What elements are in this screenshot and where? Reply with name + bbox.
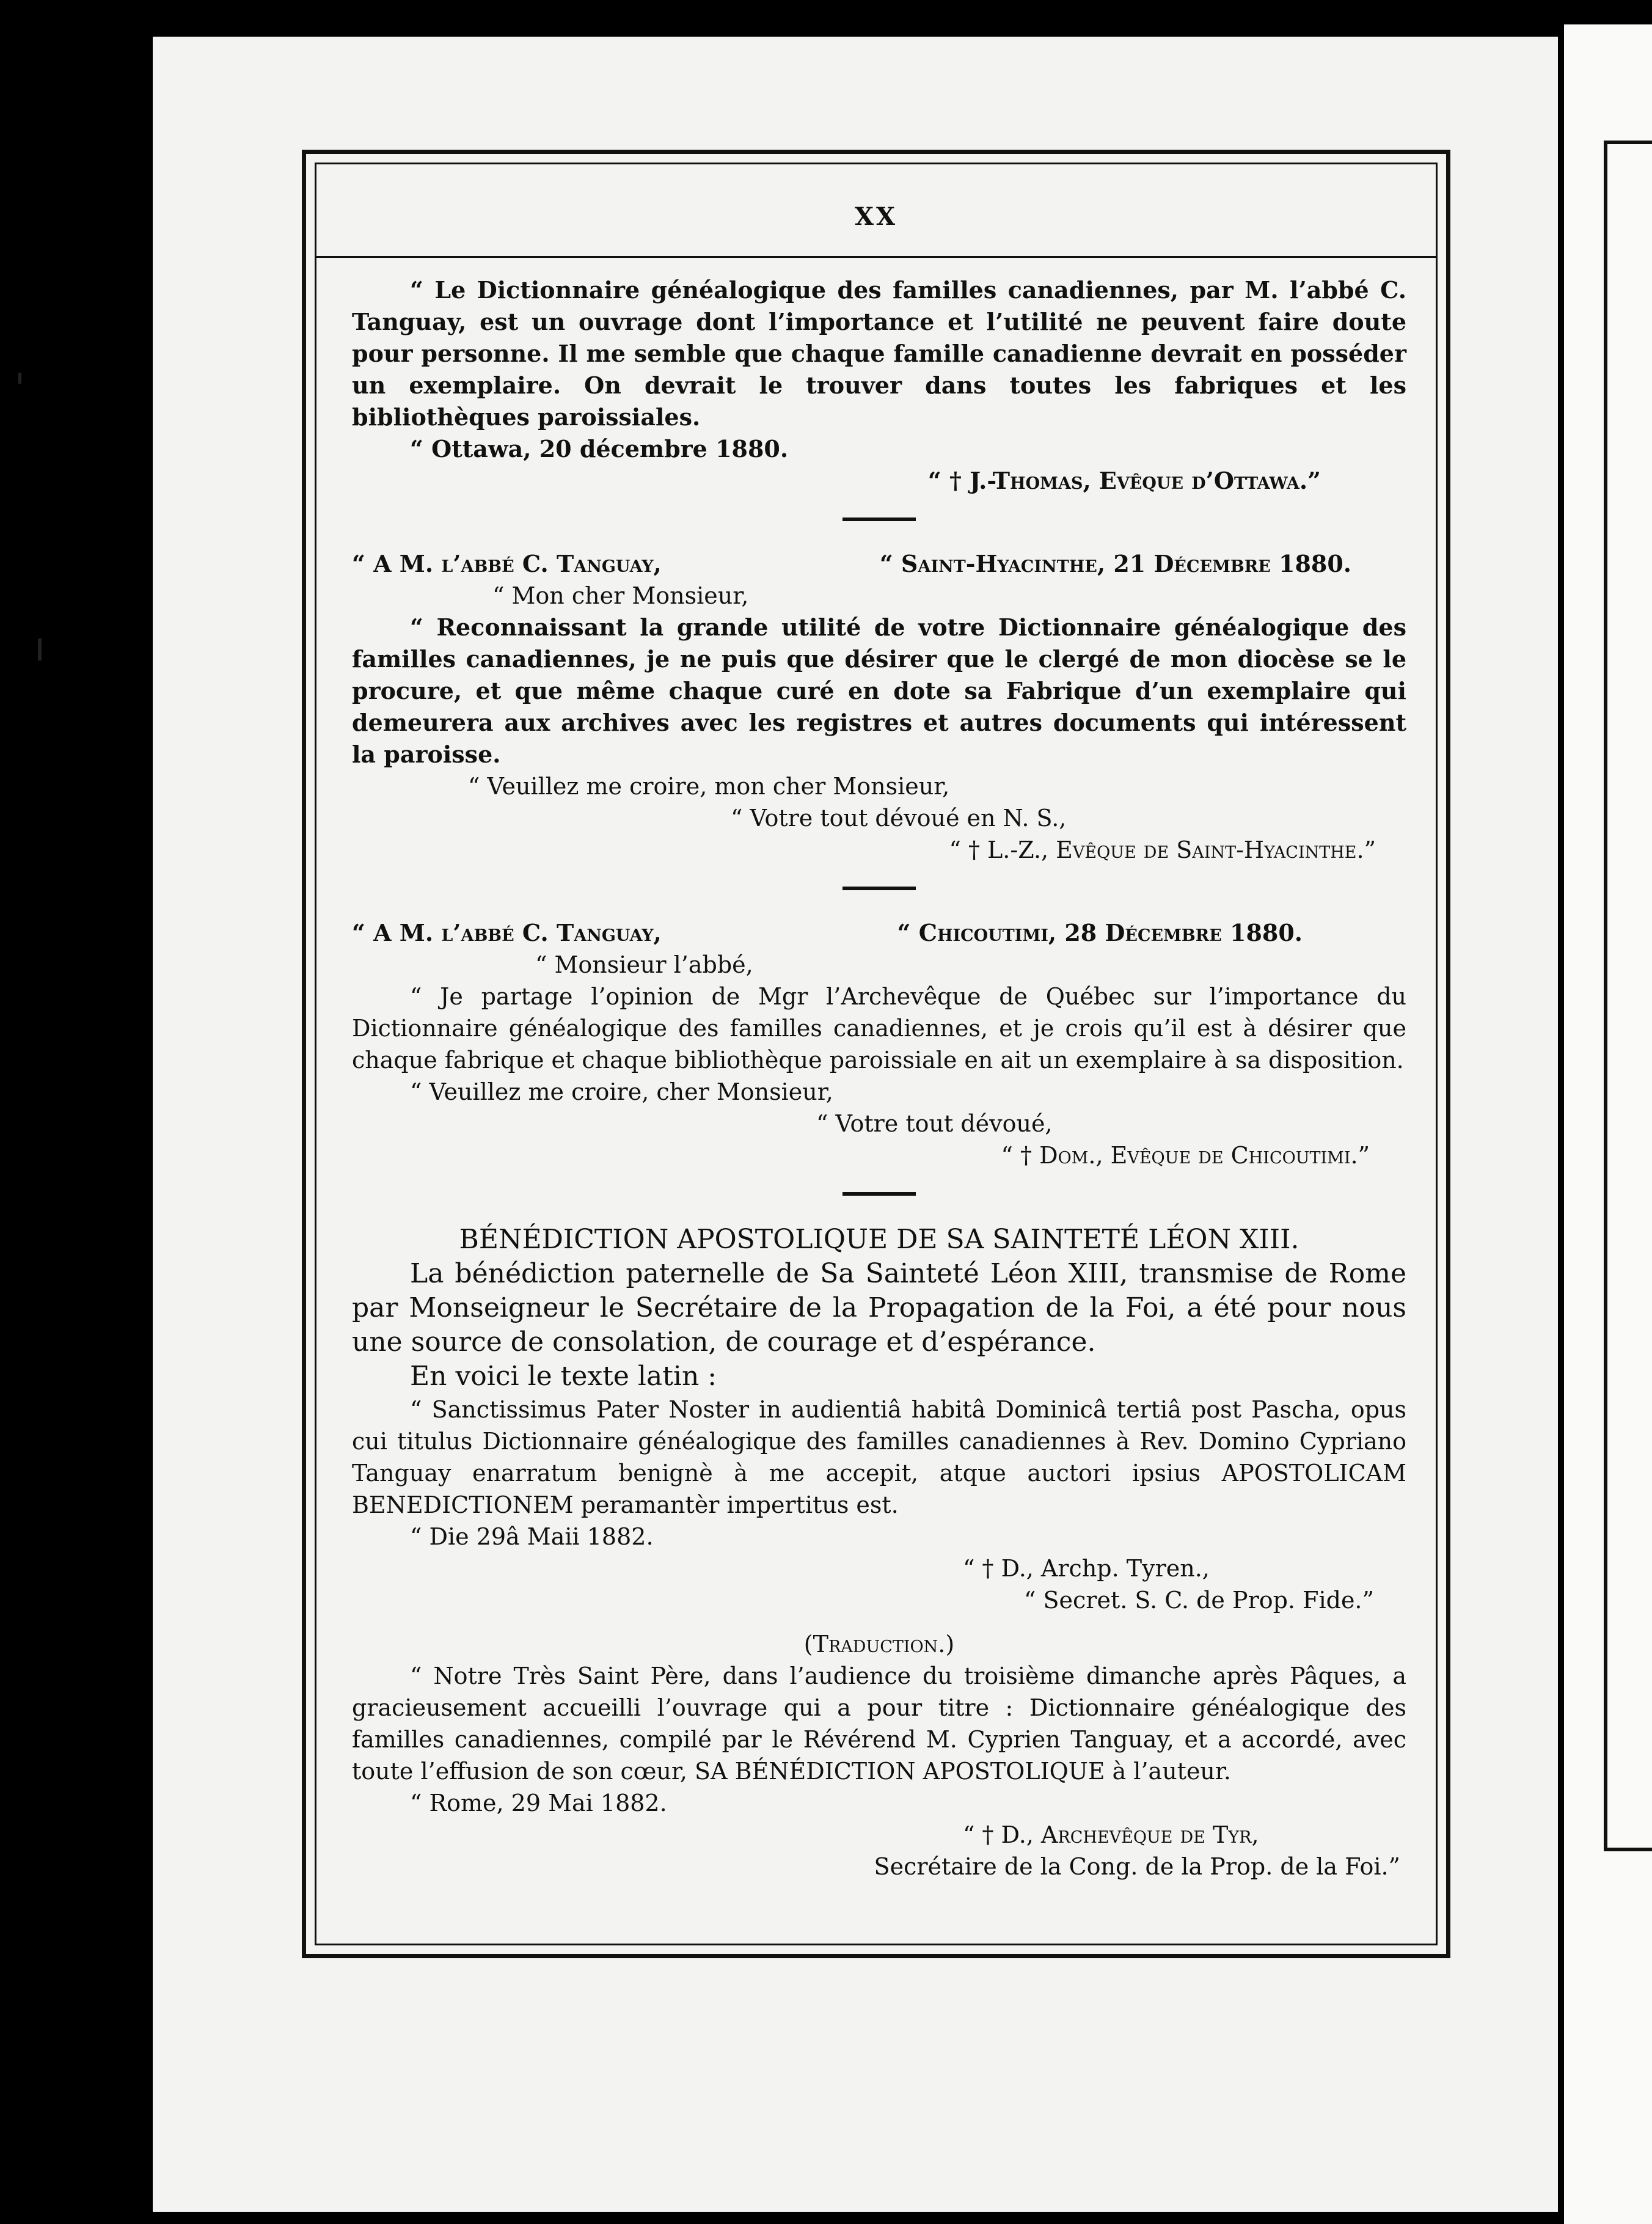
translation-heading: (Traduction.) (803, 1631, 955, 1658)
translation-text: “ Notre Très Saint Père, dans l’audience du troisième dimanche après Pâques, a gracieusement accueilli l’ouvrage qui a pour titre : Dictionnaire généalogique des familles canadiennes, compilé par le Révérend M. Cyprien Tanguay, et a accordé, avec toute l’effusion de son cœur, SA BÉNÉDICTION APOSTOLIQUE à l’auteur. (352, 1663, 1406, 1785)
letter-hyacinthe-closing: “ Veuillez me croire, mon cher Monsieur, (468, 773, 950, 800)
letter-chicoutimi-paragraph: “ Je partage l’opinion de Mgr l’Archevêque de Québec sur l’importance du Dictionnaire généalogique des familles canadiennes, et je crois qu’il est à désirer que chaque fabrique et chaque bibliothèque paroissiale en ait un exemplaire à sa disposition. (352, 983, 1406, 1074)
benediction-intro: La bénédiction paternelle de Sa Sainteté Léon XIII, transmise de Rome par Monseigneur le Secrétaire de la Propagation de la Foi, a été pour nous une source de consolation, de courage et d’espérance. (352, 1258, 1406, 1358)
letter-hyacinthe-signature: “ † L.-Z., Evêque de Saint-Hyacinthe.” (949, 836, 1376, 863)
letter-chicoutimi-date: “ Chicoutimi, 28 Décembre 1880. (897, 919, 1303, 946)
section-divider (842, 518, 916, 521)
letter-chicoutimi-salutation: “ Monsieur l’abbé, (535, 951, 753, 978)
adjacent-page-frame (1604, 141, 1652, 1851)
letter-ottawa-paragraph: “ Le Dictionnaire généalogique des familles canadiennes, par M. l’abbé C. Tanguay, est un ouvrage dont l’importance et l’utilité ne peuvent faire doute pour personne. Il me semble que chaque famille canadienne devrait en posséder un exemplaire. On devrait le trouver dans toutes les fabriques et les bibliothèques paroissiales. (352, 276, 1406, 431)
page-content (352, 274, 1406, 1882)
letter-ottawa-date: “ Ottawa, 20 décembre 1880. (410, 435, 789, 463)
benediction-latin-signature-title: “ Secret. S. C. de Prop. Fide.” (1024, 1587, 1374, 1614)
letter-chicoutimi-addressee: “ A M. l’abbé C. Tanguay, (352, 919, 662, 946)
letter-hyacinthe-salutation: “ Mon cher Monsieur, (492, 582, 749, 609)
section-divider (842, 887, 916, 890)
benediction-latin-intro: En voici le texte latin : (410, 1361, 717, 1392)
page-frame (302, 150, 1450, 1958)
letter-chicoutimi-signature: “ † Dom., Evêque de Chicoutimi.” (1001, 1142, 1370, 1169)
benediction-latin-text: “ Sanctissimus Pater Noster in audientiâ habitâ Dominicâ tertiâ post Pascha, opus cui titulus Dictionnaire généalogique des familles canadiennes à Rev. Domino Cypriano Tanguay enarratum benignè à me accepit, atque auctori ipsius APOSTOLICAM BENEDICTIONEM peramantèr impertitus est. (352, 1396, 1406, 1518)
letter-hyacinthe-date: “ Saint-Hyacinthe, 21 Décembre 1880. (879, 550, 1351, 577)
translation-date: “ Rome, 29 Mai 1882. (410, 1790, 667, 1816)
section-divider (842, 1192, 916, 1196)
page-number: XX (854, 202, 898, 231)
page-inner-frame (315, 163, 1438, 1945)
letter-chicoutimi-closing2: “ Votre tout dévoué, (816, 1110, 1053, 1137)
translation-signature: “ † D., Archevêque de Tyr, (963, 1821, 1259, 1848)
letter-hyacinthe-addressee: “ A M. l’abbé C. Tanguay, (352, 550, 662, 577)
letter-hyacinthe-paragraph: “ Reconnaissant la grande utilité de votre Dictionnaire généalogique des familles canadiennes, je ne puis que désirer que le clergé de mon diocèse se le procure, et que même chaque curé en dote sa Fabrique d’un exemplaire qui demeurera aux archives avec les registres et autres documents qui intéressent la paroisse. (352, 613, 1406, 768)
margin-mark (38, 638, 42, 660)
page-header (316, 164, 1436, 258)
benediction-title: BÉNÉDICTION APOSTOLIQUE DE SA SAINTETÉ LÉON XIII. (459, 1224, 1299, 1255)
letter-hyacinthe-closing2: “ Votre tout dévoué en N. S., (731, 805, 1067, 832)
benediction-latin-signature: “ † D., Archp. Tyren., (963, 1555, 1210, 1582)
letter-chicoutimi-header (352, 917, 1406, 949)
letter-chicoutimi-closing: “ Veuillez me croire, cher Monsieur, (410, 1078, 833, 1105)
letter-ottawa-signature: “ † J.-Thomas, Evêque d’Ottawa.” (927, 467, 1321, 494)
benediction-latin-date: “ Die 29â Maii 1882. (410, 1523, 654, 1550)
letter-hyacinthe-header (352, 548, 1406, 580)
translation-signature-title: Secrétaire de la Cong. de la Prop. de la Foi.” (874, 1853, 1400, 1880)
margin-mark (18, 373, 21, 384)
